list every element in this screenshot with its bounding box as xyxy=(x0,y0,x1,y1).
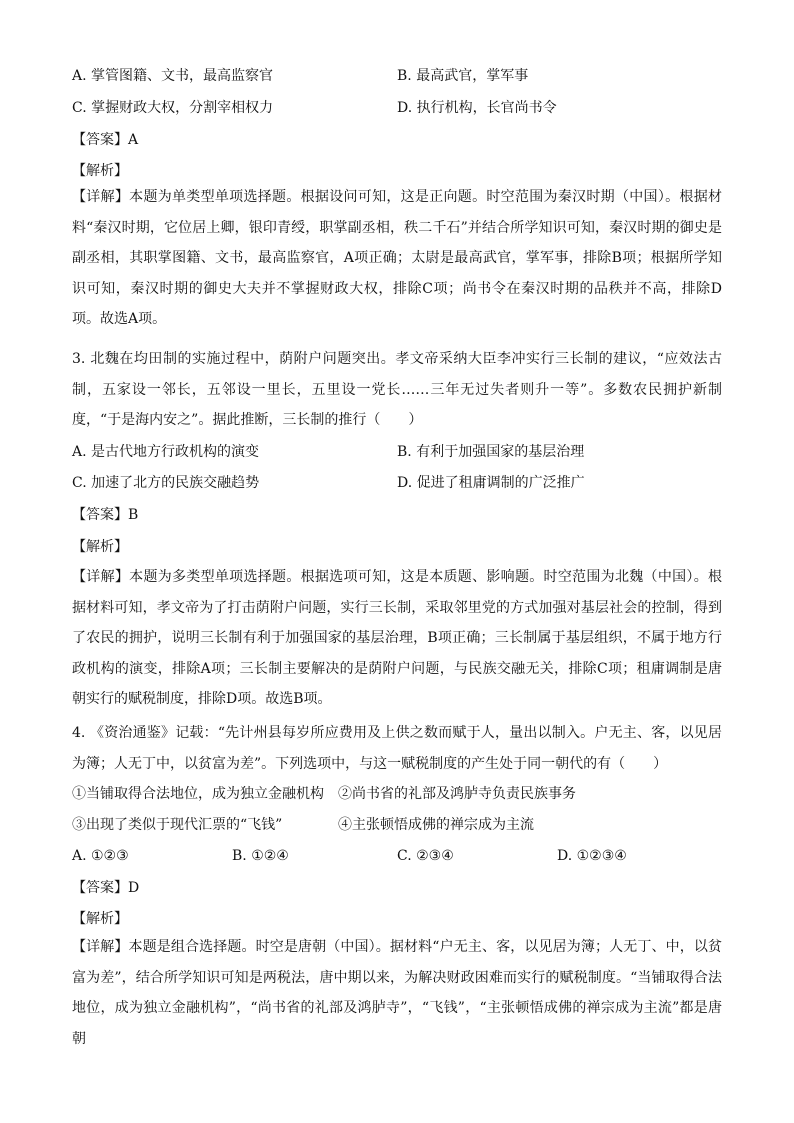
q3-option-d: D. 促进了租庸调制的广泛推广 xyxy=(397,475,585,491)
q4-option-a: A. ①②③ xyxy=(72,848,129,864)
q3-stem: 3. 北魏在均田制的实施过程中，荫附户问题突出。孝文帝采纳大臣李冲实行三长制的建议，“应效法古制，五家设一邻长，五邻设一里长，五里设一党长……三年无过失者则升一等”。多数农民拥护新制度，“于是海内安之”。据此推断，三长制的推行（ ） xyxy=(72,351,722,428)
q2-answer: 【答案】A xyxy=(72,132,139,148)
q2-option-a: A. 掌管图籍、文书，最高监察官 xyxy=(72,68,274,84)
q3-detail: 【详解】本题为多类型单项选择题。根据选项可知，这是本质题、影响题。时空范围为北魏（中国）。根据材料可知，孝文帝为了打击荫附户问题，实行三长制，采取邻里党的方式加强对基层社会的控制，得到了农民的拥护，说明三长制有利于加强国家的基层治理，B项正确；三长制属于基层组织，不属于地方行政机构的演变，排除A项；三长制主要解决的是荫附户问题，与民族交融无关，排除C项；租庸调制是唐朝实行的赋税制度，排除D项。故选B项。 xyxy=(72,569,722,707)
q2-option-c: C. 掌握财政大权，分割宰相权力 xyxy=(72,100,274,116)
q3-analysis-heading: 【解析】 xyxy=(72,539,128,555)
q3-option-c: C. 加速了北方的民族交融趋势 xyxy=(72,475,260,491)
q4-option-c: C. ②③④ xyxy=(397,848,454,864)
q4-detail: 【详解】本题是组合选择题。时空是唐朝（中国）。据材料“户无主、客，以见居为簿；人无丁、中，以贫富为差”，结合所学知识可知是两税法，唐中期以来，为解决财政困难而实行的赋税制度。“当铺取得合法地位，成为独立金融机构”，“尚书省的礼部及鸿胪寺”，“飞钱”，“主张顿悟成佛的禅宗成为主流”都是唐朝 xyxy=(72,939,722,1047)
q4-item-2: ②尚书省的礼部及鸿胪寺负责民族事务 xyxy=(338,786,576,802)
q2-detail: 【详解】本题为单类型单项选择题。根据设问可知，这是正向题。时空范围为秦汉时期（中国）。根据材料“秦汉时期，它位居上卿，银印青绶，职掌副丞相，秩二千石”并结合所学知识可知，秦汉时期的御史是副丞相，其职掌图籍、文书，最高监察官，A项正确；太尉是最高武官，掌军事，排除B项；根据所学知识可知，秦汉时期的御史大夫并不掌握财政大权，排除C项；尚书令在秦汉时期的品秩并不高，排除D项。故选A项。 xyxy=(72,189,722,327)
q4-item-3: ③出现了类似于现代汇票的“飞钱” xyxy=(72,817,283,833)
q2-option-b: B. 最高武官，掌军事 xyxy=(397,68,529,84)
q3-answer: 【答案】B xyxy=(72,507,139,523)
q2-option-d: D. 执行机构，长官尚书令 xyxy=(397,100,557,116)
q4-answer: 【答案】D xyxy=(72,880,140,896)
q4-item-4: ④主张顿悟成佛的禅宗成为主流 xyxy=(338,817,534,833)
q4-item-1: ①当铺取得合法地位，成为独立金融机构 xyxy=(72,786,324,802)
q4-option-b: B. ①②④ xyxy=(232,848,289,864)
q4-option-d: D. ①②③④ xyxy=(557,848,627,864)
q3-option-a: A. 是古代地方行政机构的演变 xyxy=(72,444,260,460)
q4-stem: 4. 《资治通鉴》记载：“先计州县每岁所应费用及上供之数而赋于人，量出以制入。户无主、客，以见居为簿；人无丁中，以贫富为差”。下列选项中，与这一赋税制度的产生处于同一朝代的有（ ） xyxy=(72,725,722,772)
q2-analysis-heading: 【解析】 xyxy=(72,163,128,179)
q3-option-b: B. 有利于加强国家的基层治理 xyxy=(397,444,585,460)
q4-analysis-heading: 【解析】 xyxy=(72,911,128,927)
